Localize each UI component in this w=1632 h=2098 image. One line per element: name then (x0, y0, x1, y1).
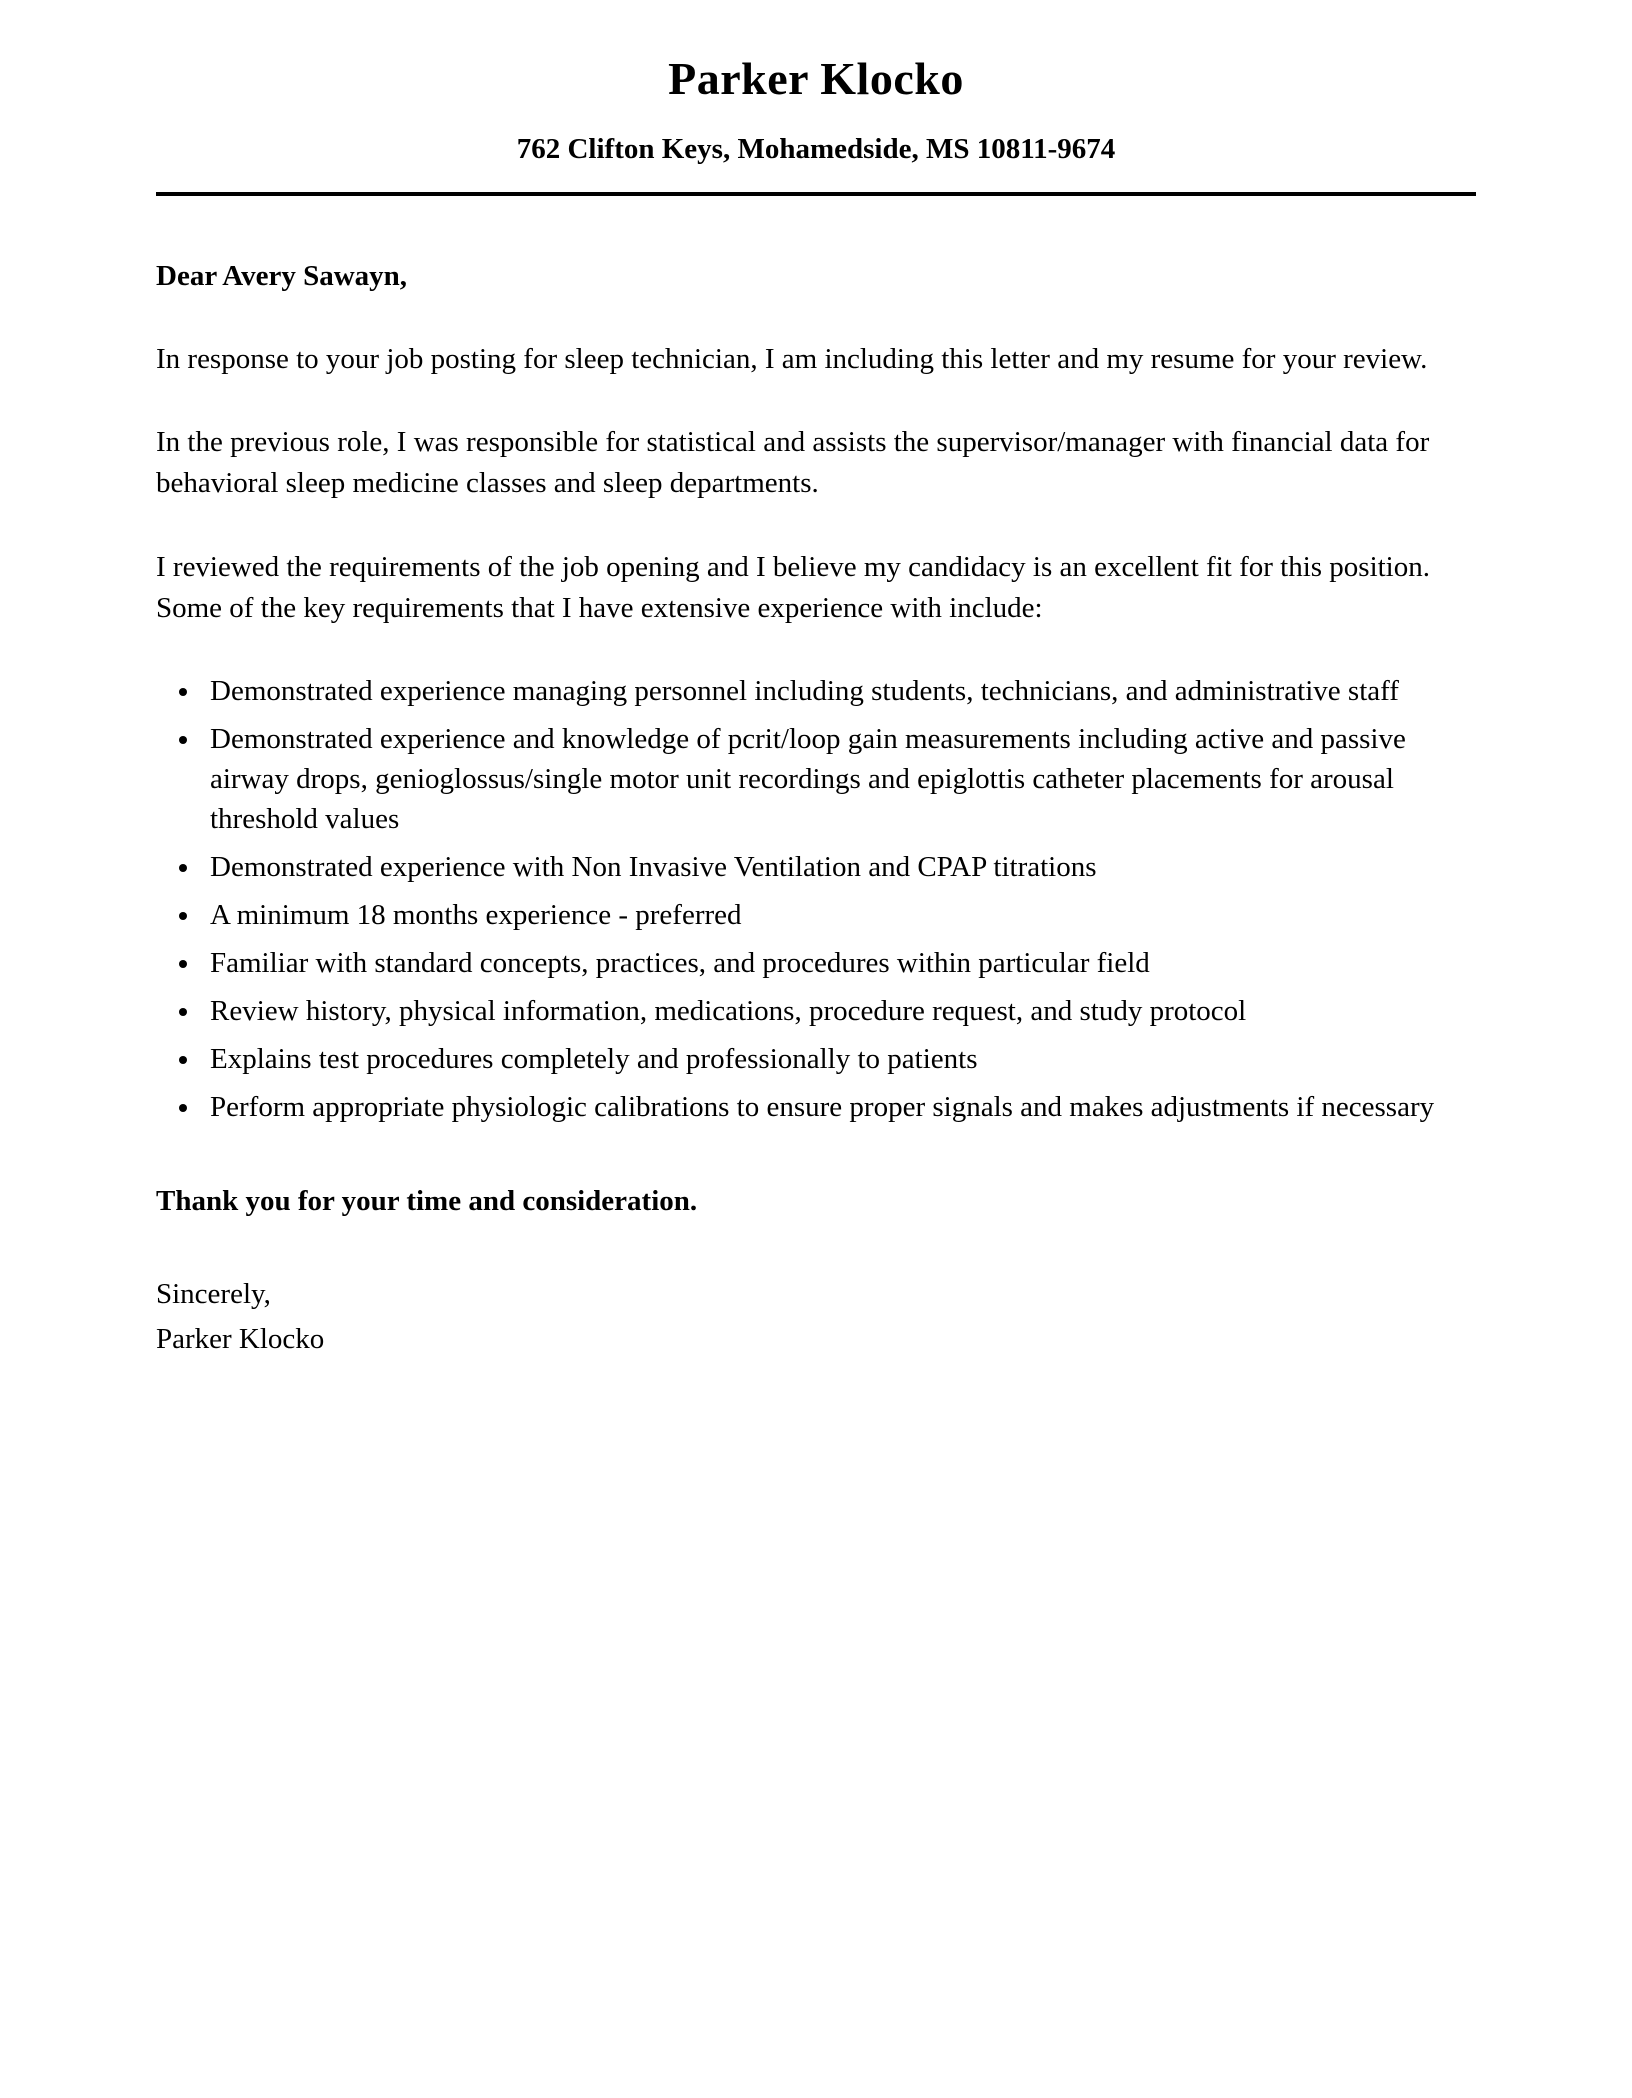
letter-header (156, 52, 1476, 166)
list-item: • Demonstrated experience managing personnel including students, technicians, and administrative staff (202, 671, 1476, 711)
signature-name: Parker Klocko (156, 1323, 325, 1356)
requirements-list (156, 671, 1476, 1127)
thank-you-line: Thank you for your time and consideration. (156, 1185, 698, 1218)
list-item: • Explains test procedures completely and professionally to patients (202, 1039, 1476, 1079)
list-item: • Demonstrated experience and knowledge of pcrit/loop gain measurements including active and passive airway drops, genioglossus/single motor unit recordings and epiglottis catheter placements for arousal threshold values (202, 719, 1476, 839)
list-item: • Demonstrated experience with Non Invasive Ventilation and CPAP titrations (202, 847, 1476, 887)
letter-author-name: Parker Klocko (668, 53, 964, 104)
list-item: • Review history, physical information, medications, procedure request, and study protocol (202, 991, 1476, 1031)
paragraph-previous-role: In the previous role, I was responsible for statistical and assists the supervisor/manager with financial data for behavioral sleep medicine classes and sleep departments. (156, 426, 1430, 500)
letter-body (156, 260, 1476, 1360)
salutation: Dear Avery Sawayn, (156, 260, 408, 292)
paragraph-requirements-lead: I reviewed the requirements of the job opening and I believe my candidacy is an excellent fit for this position. Some of the key requirements that I have extensive experience with include: (156, 550, 1430, 624)
list-item: • A minimum 18 months experience - preferred (202, 895, 1476, 935)
letter-author-address: 762 Clifton Keys, Mohamedside, MS 10811-9674 (516, 133, 1116, 165)
header-divider (156, 192, 1476, 196)
paragraph-intro: In response to your job posting for sleep technician, I am including this letter and my resume for your review. (156, 343, 1428, 375)
closing-line: Sincerely, (156, 1278, 271, 1311)
list-item: • Familiar with standard concepts, practices, and procedures within particular field (202, 943, 1476, 983)
list-item: • Perform appropriate physiologic calibrations to ensure proper signals and makes adjustments if necessary (202, 1087, 1476, 1127)
